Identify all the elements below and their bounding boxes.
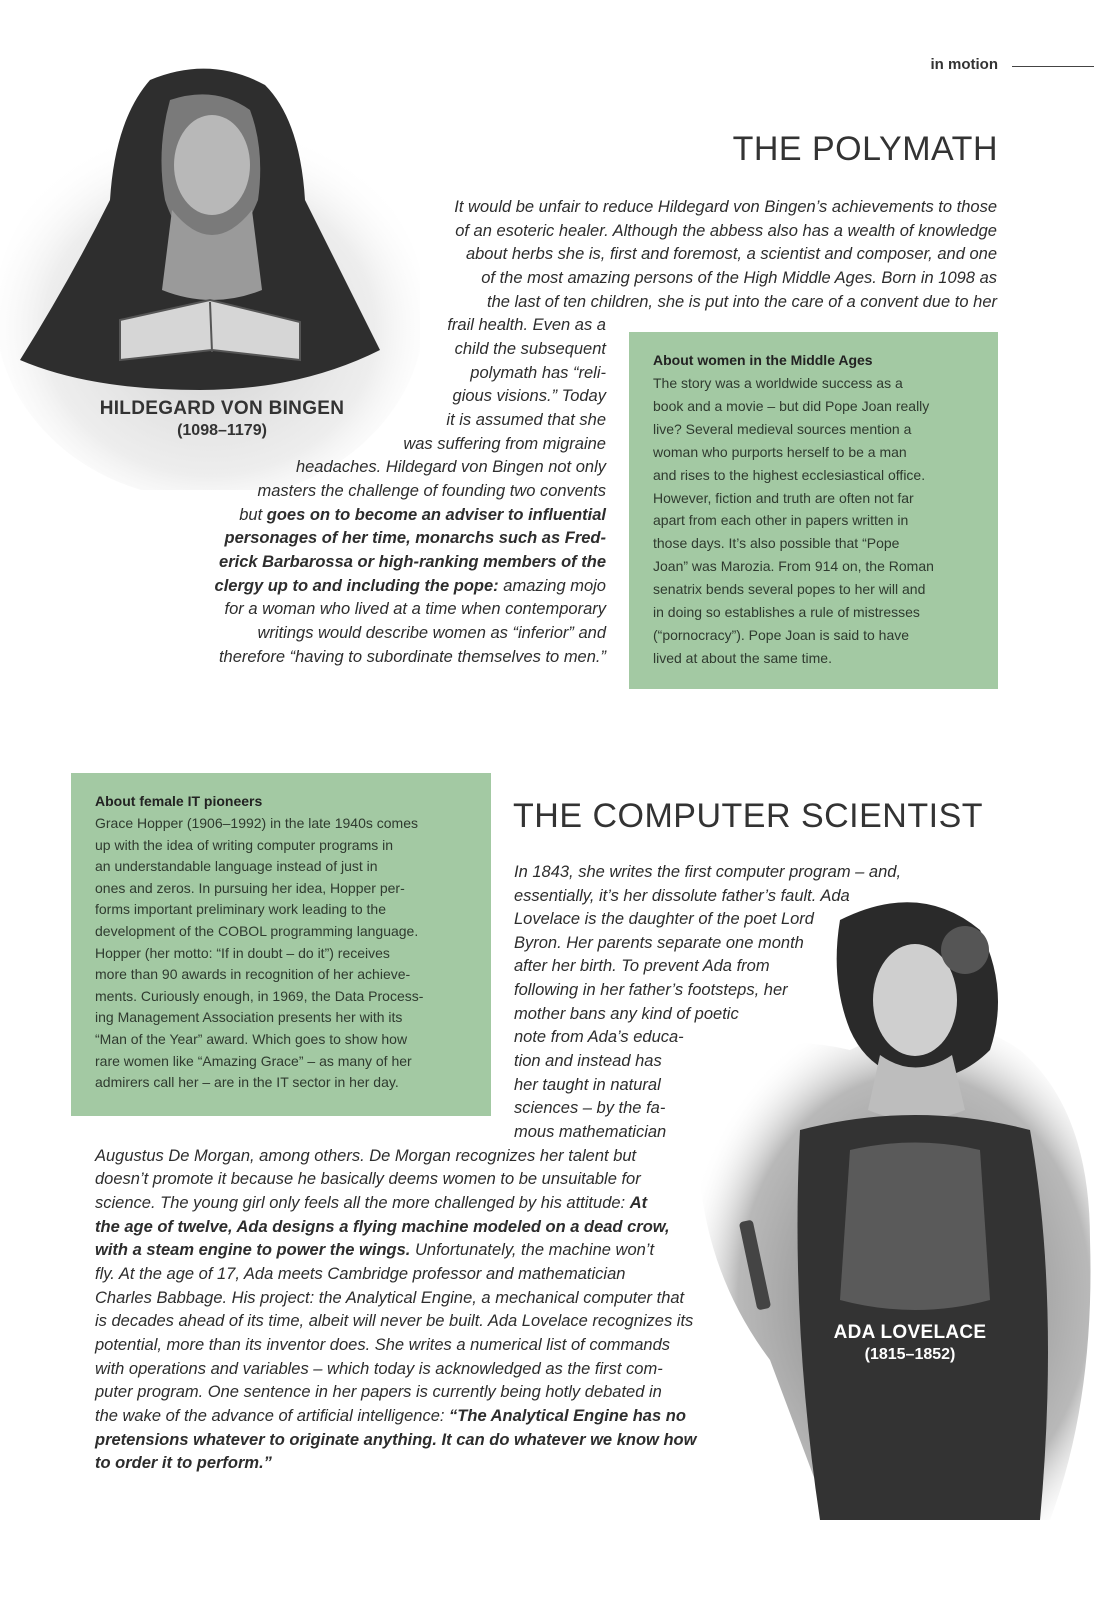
sidebar-line: in doing so establishes a rule of mistresses <box>653 604 920 621</box>
body-line: was suffering from migraine <box>403 435 606 453</box>
body-line: puter program. One sentence in her papers is currently being hotly debated in <box>95 1383 662 1401</box>
body-line: frail health. Even as a <box>447 316 606 334</box>
hildegard-name: HILDEGARD VON BINGEN <box>99 398 345 419</box>
body-line: is decades ahead of its time, albeit will never be built. Ada Lovelace recognizes its <box>95 1312 694 1330</box>
sidebar-line: senatrix bends several popes to her will and <box>653 581 926 598</box>
sidebar-line: forms important preliminary work leading to the <box>95 901 387 918</box>
computer-scientist-title: THE COMPUTER SCIENTIST <box>513 797 984 835</box>
sidebar-line: development of the COBOL programming language. <box>95 922 419 939</box>
body-emphasis: with a steam engine to power the wings. <box>95 1241 411 1259</box>
body-line: of an esoteric healer. Although the abbess also has a wealth of knowledge <box>455 222 997 240</box>
body-line <box>219 551 606 575</box>
hildegard-caption <box>62 398 382 440</box>
sidebar-line: admirers call her – are in the IT sector in her day. <box>95 1074 399 1091</box>
body-line: note from Ada’s educa- <box>514 1028 684 1046</box>
body-line: masters the challenge of founding two convents <box>257 482 606 500</box>
body-line: potential, more than its inventor does. She writes a numerical list of commands <box>95 1336 671 1354</box>
body-line: about herbs she is, first and foremost, a scientist and composer, and one <box>465 245 997 263</box>
sidebar-line: an understandable language instead of just in <box>95 858 378 875</box>
sidebar-line: The story was a worldwide success as a <box>653 375 903 391</box>
body-line: mother bans any kind of poetic <box>514 1005 739 1023</box>
body-line: mous mathematician <box>514 1123 667 1141</box>
body-line: It would be unfair to reduce Hildegard von Bingen’s achievements to those <box>454 198 997 216</box>
body-line: Charles Babbage. His project: the Analytical Engine, a mechanical computer that <box>95 1289 685 1307</box>
body-line: fly. At the age of 17, Ada meets Cambridge professor and mathematician <box>95 1265 626 1283</box>
hildegard-years: (1098–1179) <box>177 422 267 439</box>
body-line: following in her father’s footsteps, her <box>514 981 788 999</box>
sidebar-line: ones and zeros. In pursuing her idea, Hopper per- <box>95 879 405 896</box>
body-line: doesn’t promote it because he basically deems women to be unsuitable for <box>95 1170 641 1188</box>
sidebar-line: Hopper (her motto: “If in doubt – do it”) receives <box>95 944 390 961</box>
body-line <box>95 1429 696 1453</box>
section-label: in motion <box>930 56 998 73</box>
sidebar-female-it-pioneers <box>71 773 491 1116</box>
body-emphasis: goes on to become an adviser to influential <box>266 506 606 524</box>
body-line: gious visions.” Today <box>452 387 606 405</box>
sidebar-line: Joan” was Marozia. From 914 on, the Roman <box>653 558 934 575</box>
body-line <box>95 1405 686 1429</box>
sidebar-line: more than 90 awards in recognition of her achieve- <box>95 966 411 983</box>
body-line <box>225 527 606 551</box>
ada-caption <box>810 1322 1010 1364</box>
sidebar-line: up with the idea of writing computer programs in <box>95 836 394 853</box>
body-emphasis: At <box>629 1194 648 1212</box>
sidebar-text <box>653 372 974 670</box>
sidebar-line: ments. Curiously enough, in 1969, the Data Process- <box>95 987 424 1004</box>
body-line: of the most amazing persons of the High Middle Ages. Born in 1098 as <box>481 269 997 287</box>
ada-name: ADA LOVELACE <box>833 1322 987 1343</box>
body-line: for a woman who lived at a time when contemporary <box>224 600 606 618</box>
body-line: the last of ten children, she is put into the care of a convent due to her <box>487 293 997 311</box>
body-line: her taught in natural <box>514 1076 661 1094</box>
body-line <box>95 1452 272 1476</box>
sidebar-line: ing Management Association presents her with its <box>95 1009 403 1026</box>
sidebar-title: About women in the Middle Ages <box>653 352 873 368</box>
body-line: Lovelace is the daughter of the poet Lord <box>514 910 814 928</box>
body-emphasis: clergy up to and including the pope: <box>214 577 499 595</box>
body-line: child the subsequent <box>454 340 606 358</box>
sidebar-line: However, fiction and truth are often not far <box>653 489 914 506</box>
body-line: writings would describe women as “inferior” and <box>257 624 606 642</box>
body-emphasis: personages of her time, monarchs such as Fred- <box>224 529 606 547</box>
body-line: essentially, it’s her dissolute father’s fault. Ada <box>514 887 850 905</box>
body-line: it is assumed that she <box>446 411 606 429</box>
body-line: polymath has “reli- <box>470 364 606 382</box>
sidebar-text <box>95 813 467 1094</box>
sidebar-line: those days. It’s also possible that “Pope <box>653 535 900 552</box>
body-line: Augustus De Morgan, among others. De Morgan recognizes her talent but <box>95 1147 637 1165</box>
body-run: but <box>239 506 267 524</box>
sidebar-line: live? Several medieval sources mention a <box>653 420 912 437</box>
sidebar-line: “Man of the Year” award. Which goes to show how <box>95 1030 408 1047</box>
sidebar-women-middle-ages <box>629 332 998 689</box>
body-line <box>95 1239 654 1263</box>
sidebar-line: apart from each other in papers written in <box>653 512 909 529</box>
body-emphasis: pretensions whatever to originate anything. It can do whatever we know how <box>95 1431 697 1449</box>
body-emphasis: the age of twelve, Ada designs a flying machine modeled on a dead crow, <box>95 1218 670 1236</box>
body-line <box>215 575 606 599</box>
sidebar-line: rare women like “Amazing Grace” – as many of her <box>95 1052 412 1069</box>
body-line <box>95 1216 670 1240</box>
body-line: with operations and variables – which today is acknowledged as the first com- <box>95 1360 663 1378</box>
body-emphasis: erick Barbarossa or high-ranking members of the <box>219 553 606 571</box>
sidebar-line: (“pornocracy”). Pope Joan is said to have <box>653 626 910 643</box>
sidebar-line: and rises to the highest ecclesiastical office. <box>653 466 926 483</box>
body-line: Byron. Her parents separate one month <box>514 934 804 952</box>
sidebar-line: book and a movie – but did Pope Joan really <box>653 397 930 414</box>
body-run: the wake of the advance of artificial intelligence: <box>95 1407 450 1425</box>
body-line: tion and instead has <box>514 1052 662 1070</box>
sidebar-title: About female IT pioneers <box>95 793 263 809</box>
body-line: therefore “having to subordinate themselves to men.” <box>218 648 606 666</box>
polymath-title: THE POLYMATH <box>732 130 998 168</box>
sidebar-line: woman who purports herself to be a man <box>653 443 907 460</box>
body-emphasis: “The Analytical Engine has no <box>449 1407 686 1425</box>
body-run: Unfortunately, the machine won’t <box>410 1241 655 1259</box>
body-line <box>239 504 606 528</box>
sidebar-line: Grace Hopper (1906–1992) in the late 1940s comes <box>95 815 418 831</box>
header-rule <box>1012 66 1094 67</box>
sidebar-line: lived at about the same time. <box>653 649 832 666</box>
body-run: science. The young girl only feels all the more challenged by his attitude: <box>95 1194 630 1212</box>
body-line <box>95 1192 647 1216</box>
body-line: sciences – by the fa- <box>514 1099 666 1117</box>
body-emphasis: to order it to perform.” <box>95 1454 272 1472</box>
body-run: amazing mojo <box>498 577 606 595</box>
body-line: headaches. Hildegard von Bingen not only <box>295 458 606 476</box>
ada-years: (1815–1852) <box>864 1346 956 1363</box>
body-line: In 1843, she writes the first computer program – and, <box>514 863 902 881</box>
body-line: after her birth. To prevent Ada from <box>514 957 770 975</box>
